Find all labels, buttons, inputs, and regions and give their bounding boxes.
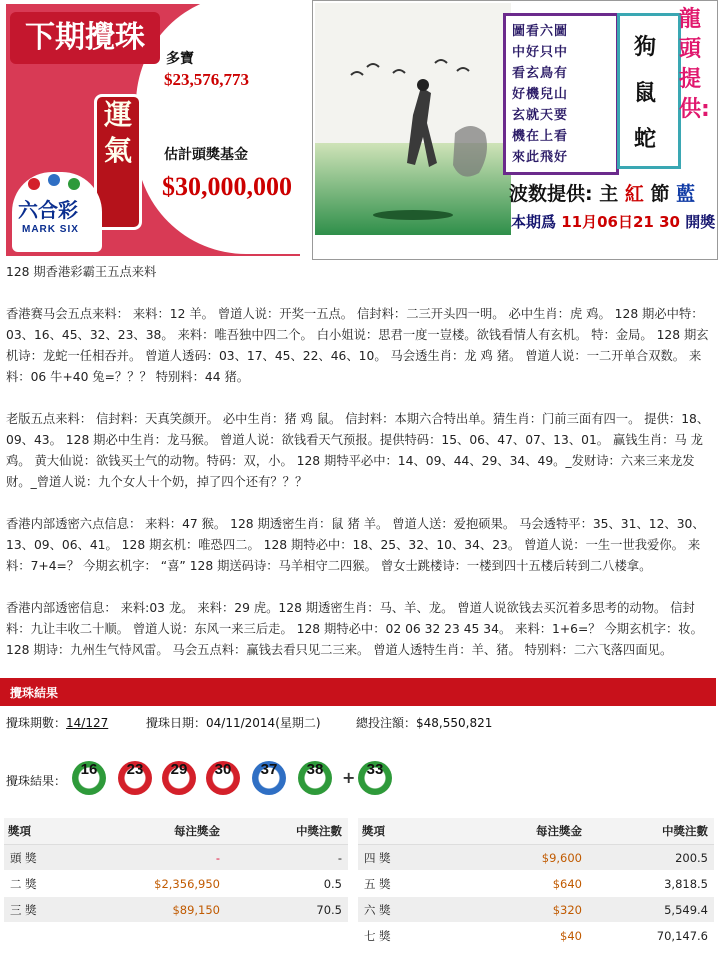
dragon-provider-label: 龍頭提供: — [679, 7, 710, 122]
provider-name-2: 紅 — [624, 183, 644, 205]
logo-chinese: 六合彩 — [18, 198, 78, 222]
banner-white-panel — [136, 4, 300, 254]
provider-name-3: 節 — [650, 183, 670, 205]
provider-name-1: 主 — [599, 183, 619, 205]
green-dot-icon — [68, 178, 80, 190]
poem-line: 圖看六圖 — [512, 24, 569, 39]
turnover-label: 總投注額 — [356, 716, 405, 730]
lottery-ball — [358, 761, 392, 795]
draw-date: 攪珠日期：04/11/2014(星期二) — [146, 716, 321, 730]
prize-amount: $640 — [428, 871, 588, 897]
provider-credit — [509, 179, 695, 206]
balls-label: 攪珠結果： — [6, 774, 67, 788]
prize-winners: 70.5 — [226, 897, 348, 923]
turnover-value: $48,550,821 — [416, 716, 493, 730]
prize-row — [4, 845, 348, 871]
col-header-winners: 中獎注數 — [588, 818, 714, 845]
zodiac-animal: 狗 — [634, 35, 657, 60]
draw-date-label: 攪珠日期 — [146, 716, 195, 730]
prize-winners: 5,549.4 — [588, 897, 714, 923]
col-header-amount: 每注獎金 — [66, 818, 226, 845]
banner-title: 下期攪珠 — [10, 12, 160, 64]
lottery-ball — [118, 761, 152, 795]
article-paragraph: 香港内部透密信息： 来料:03 龙。 来料：29 虎。128 期透密生肖：马、羊、龙。 曾道人说欲钱去买沉着多思考的动物。 信封料：九让丰收二十顺。 曾道人说：东风一来三后走。 128 期特必中：02 06 32 23 45 34。 来料：1+6=？ 今期玄机字：妆。 128 期诗：九州生气恃风雷。 马会五点料：赢钱去看只见二三来。 曾道人透特生肖：羊、猪。 特别料：二六飞落四面见。 — [6, 601, 703, 657]
results-header-title: 攪珠結果 — [10, 686, 59, 700]
estimated-fund-amount: $30,000,000 — [162, 172, 292, 201]
prize-winners: - — [226, 845, 348, 871]
scholar-painting-icon — [315, 3, 511, 235]
draw-number-value: 14/127 — [66, 716, 109, 730]
prize-row — [358, 897, 714, 923]
poem-line: 來此飛好 — [512, 150, 569, 165]
article-content — [6, 262, 718, 661]
ink-painting — [315, 3, 511, 235]
jackpot-amount: $23,576,773 — [164, 70, 249, 89]
poem-box — [503, 13, 619, 175]
draw-time-suffix: 開獎 — [685, 213, 716, 231]
provider-prefix: 波数提供: — [509, 183, 593, 205]
prize-winners: 3,818.5 — [588, 871, 714, 897]
lottery-ball — [72, 761, 106, 795]
prize-winners: 200.5 — [588, 845, 714, 871]
col-header-amount: 每注獎金 — [428, 818, 588, 845]
estimated-fund-label: 估計頭獎基金 — [164, 146, 248, 162]
prize-amount: $40 — [428, 923, 588, 949]
prize-amount: $320 — [428, 897, 588, 923]
ball-number: 38 — [306, 761, 324, 778]
lottery-ball — [206, 761, 240, 795]
blue-dot-icon — [48, 174, 60, 186]
prize-row — [4, 897, 348, 923]
results-header-bar — [0, 678, 716, 706]
article-paragraph: 香港内部透密六点信息： 来料：47 猴。 128 期透密生肖：鼠 猪 羊。 曾道人送：爱抱硕果。 马会透特平：35、31、12、30、13、09、06、41。 128 期玄机：唯恐四二。 128 期特必中：18、25、32、10、34、23。 曾道人说：一生一世我爱你。 来料：7+4=？ 今期玄机字： “喜” 128 期送码诗：马羊相守二四猴。 曾女士跳楼诗：一楼到四十五楼后转到二八楼拿。 — [6, 517, 705, 573]
draw-time-date: 11月06日21 — [561, 213, 654, 231]
poem-line: 玄就天要 — [512, 108, 569, 123]
lottery-ball — [162, 761, 196, 795]
prize-name: 頭 獎 — [4, 845, 66, 871]
zodiac-animal: 蛇 — [634, 127, 657, 152]
draw-time-minute: 30 — [659, 213, 680, 231]
draw-date-value: 04/11/2014(星期二) — [206, 716, 321, 730]
article-paragraph: 老版五点来料： 信封料：天真笑颜开。 必中生肖：猪 鸡 鼠。 信封料：本期六合特出单。猜生肖：门前三面有四一。 提供：18、09、43。 128 期必中生肖：龙马猴。 曾道人说：欲钱看天气预报。提供特码：15、06、47、07、13、01。 赢钱生肖：马 龙 鸡。 黄大仙说：欲钱买土气的动物。特码：双，小。 128 期特平必中：14、09、44、29、34、49。_发财诗：六来三来龙发财。_曾道人说：九个女人十个奶，掉了四个还有？？？ — [6, 412, 710, 489]
draw-time-prefix: 本期爲 — [511, 213, 557, 231]
prize-row — [4, 871, 348, 897]
prize-name: 六 獎 — [358, 897, 428, 923]
draw-time — [511, 211, 715, 232]
lottery-ball — [298, 761, 332, 795]
prize-name: 五 獎 — [358, 871, 428, 897]
prize-amount: $9,600 — [428, 845, 588, 871]
ball-number: 37 — [260, 761, 278, 778]
provider-name-4: 藍 — [676, 183, 696, 205]
red-dot-icon — [28, 178, 40, 190]
col-header-winners: 中獎注數 — [226, 818, 348, 845]
prize-amount: $89,150 — [66, 897, 226, 923]
turnover: 總投注額：$48,550,821 — [356, 716, 493, 730]
prize-table-right — [358, 818, 714, 949]
poem-line: 看玄鳥有 — [512, 66, 569, 81]
prize-name: 七 獎 — [358, 923, 428, 949]
col-header-prize: 獎項 — [358, 818, 428, 845]
prize-table-left — [4, 818, 348, 923]
prize-amount: $2,356,950 — [66, 871, 226, 897]
poem-line: 中好只中 — [512, 45, 569, 60]
plus-sign: + — [342, 768, 356, 787]
prize-row — [358, 845, 714, 871]
prize-amount: - — [66, 845, 226, 871]
ball-number: 29 — [170, 761, 188, 778]
logo-english: MARK SIX — [22, 224, 79, 235]
poem-banner[interactable] — [312, 0, 718, 260]
zodiac-animal: 鼠 — [634, 81, 657, 106]
ball-number: 23 — [126, 761, 144, 778]
col-header-prize: 獎項 — [4, 818, 66, 845]
zodiac-box — [617, 13, 681, 169]
poem-line: 機在上看 — [512, 129, 569, 144]
article-paragraph: 香港赛马会五点来料： 来料：12 羊。 曾道人说：开奖一五点。 信封料：二三开头四一明。 必中生肖：虎 鸡。 128 期必中特：03、16、45、32、23、38。 来料：唯吾独中四二个。 白小姐说：思君一度一豈楼。欲钱看情人有玄机。 特：金局。 128 期玄机诗：龙蛇一任相吞并。 曾道人透码：03、17、45、22、46、10。 马会透生肖：龙 鸡 猪。 曾道人说：一二开单合双数。 来料：06 牛+40 兔=？？？ 特别料：44 猪。 — [6, 307, 709, 384]
prize-row — [358, 923, 714, 949]
article-heading: 128 期香港彩霸王五点来料 — [6, 265, 157, 279]
poem-line: 好機兒山 — [512, 87, 569, 102]
ball-number: 16 — [80, 761, 98, 778]
prize-row — [358, 871, 714, 897]
prize-name: 四 獎 — [358, 845, 428, 871]
prize-name: 三 獎 — [4, 897, 66, 923]
mark-six-logo — [12, 172, 102, 252]
balls-label-text: 攪珠結果 — [6, 774, 55, 788]
prize-winners: 70,147.6 — [588, 923, 714, 949]
draw-number-label: 攪珠期數 — [6, 716, 55, 730]
lucky-badge: 運氣 — [94, 94, 142, 230]
prize-winners: 0.5 — [226, 871, 348, 897]
ball-number: 30 — [214, 761, 232, 778]
lottery-ball — [252, 761, 286, 795]
ball-number: 33 — [366, 761, 384, 778]
draw-number: 攪珠期數：14/127 — [6, 716, 109, 730]
mark-six-banner[interactable] — [6, 4, 300, 256]
prize-name: 二 獎 — [4, 871, 66, 897]
jackpot-label: 多寶 — [166, 50, 194, 66]
